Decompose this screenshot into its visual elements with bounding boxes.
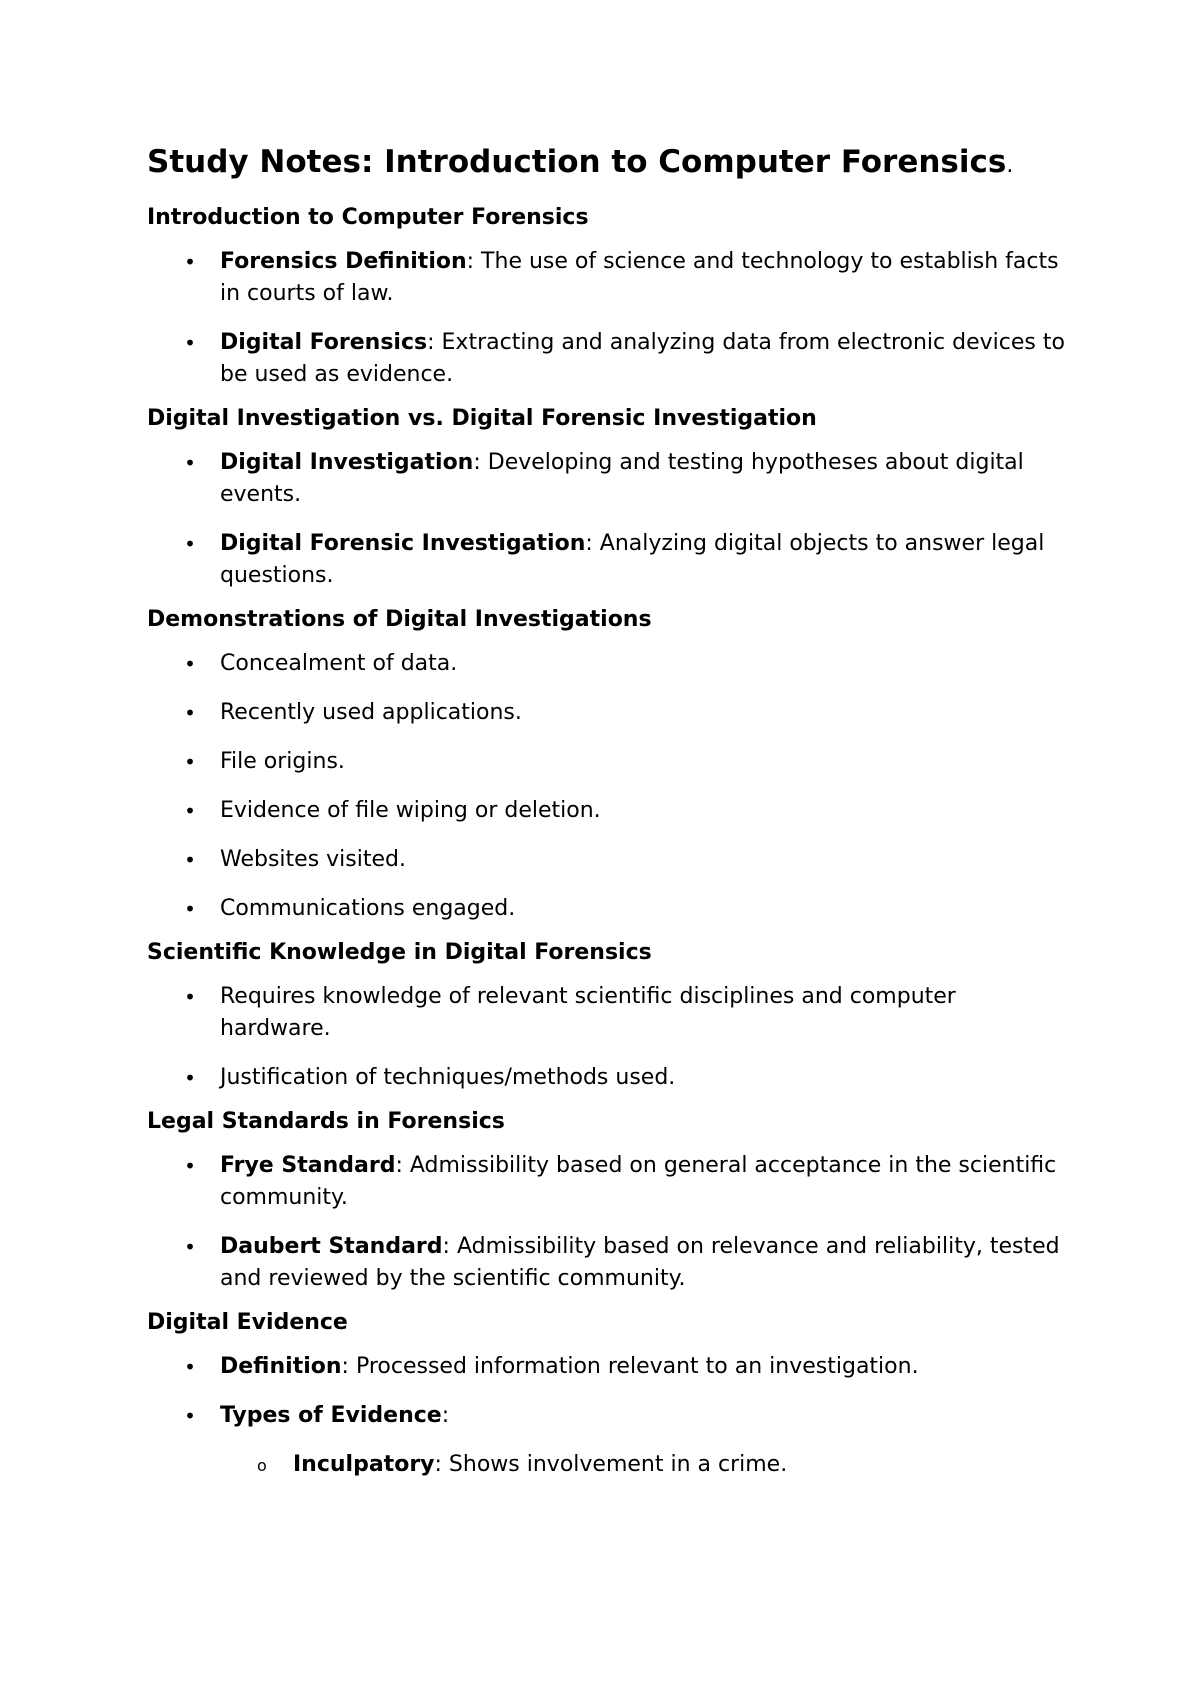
list-item [147, 1231, 1067, 1295]
item-term: Forensics Definition [220, 249, 467, 274]
sub-bullet-list [220, 1449, 1067, 1481]
bullet-icon: • [184, 331, 196, 355]
list-item [147, 844, 1067, 876]
item-term: Digital Forensic Investigation [220, 531, 586, 556]
bullet-list [147, 246, 1067, 391]
bullet-list [147, 1351, 1067, 1481]
item-term: Frye Standard [220, 1153, 396, 1178]
bullet-icon: • [184, 451, 196, 475]
bullet-icon: • [184, 652, 196, 676]
item-text: Websites visited. [220, 847, 406, 872]
bullet-icon: • [184, 1066, 196, 1090]
list-item [147, 648, 1067, 680]
item-text: Processed information relevant to an investigation. [348, 1354, 919, 1379]
bullet-icon: • [184, 1404, 196, 1428]
document-title-text: Study Notes: Introduction to Computer Forensics [147, 144, 1007, 180]
document-title-period: . [1006, 153, 1014, 178]
section-heading: Demonstrations of Digital Investigations [147, 607, 652, 632]
bullet-icon: • [184, 848, 196, 872]
list-item [147, 1351, 1067, 1383]
bullet-icon: • [184, 1154, 196, 1178]
bullet-icon: • [184, 1355, 196, 1379]
sub-bullet-icon: o [257, 1456, 267, 1475]
bullet-icon: • [184, 532, 196, 556]
item-text: Admissibility based on relevance and reliability, tested and reviewed by the scientific community. [220, 1234, 1060, 1291]
section-heading: Digital Investigation vs. Digital Forensic Investigation [147, 406, 817, 431]
bullet-list [147, 1150, 1067, 1295]
bullet-list [147, 447, 1067, 592]
list-item [147, 528, 1067, 592]
item-term: Digital Forensics [220, 330, 428, 355]
item-separator: : [442, 1234, 450, 1259]
document-page [147, 140, 1067, 1493]
item-text: Justification of techniques/methods used. [220, 1065, 676, 1090]
bullet-icon: • [184, 1235, 196, 1259]
item-text: Communications engaged. [220, 896, 516, 921]
item-text: Concealment of data. [220, 651, 458, 676]
item-text: The use of science and technology to establish facts in courts of law. [220, 249, 1059, 306]
item-term: Definition [220, 1354, 342, 1379]
item-separator: : [585, 531, 593, 556]
item-text: Admissibility based on general acceptance in the scientific community. [220, 1153, 1057, 1210]
list-item [147, 795, 1067, 827]
item-text: Shows involvement in a crime. [441, 1452, 788, 1477]
list-item [147, 327, 1067, 391]
list-item [147, 1062, 1067, 1094]
section-heading: Digital Evidence [147, 1310, 348, 1335]
item-text: Extracting and analyzing data from electronic devices to be used as evidence. [220, 330, 1065, 387]
item-separator: : [434, 1452, 442, 1477]
item-text: Developing and testing hypotheses about digital events. [220, 450, 1024, 507]
list-item [147, 697, 1067, 729]
item-separator: : [441, 1403, 450, 1428]
bullet-icon: • [184, 250, 196, 274]
bullet-icon: • [184, 897, 196, 921]
sub-list-item [220, 1449, 1067, 1481]
bullet-icon: • [184, 750, 196, 774]
item-term: Daubert Standard [220, 1234, 443, 1259]
bullet-icon: • [184, 701, 196, 725]
list-item [147, 1400, 1067, 1481]
list-item [147, 981, 1067, 1045]
item-term: Inculpatory [293, 1452, 435, 1477]
bullet-list [147, 981, 1067, 1094]
item-separator: : [466, 249, 475, 274]
bullet-icon: • [184, 985, 196, 1009]
document-title [147, 140, 1067, 188]
bullet-list [147, 648, 1067, 925]
list-item [147, 1150, 1067, 1214]
list-item [147, 893, 1067, 925]
item-separator: : [427, 330, 435, 355]
item-term: Types of Evidence [220, 1403, 442, 1428]
list-item [147, 746, 1067, 778]
item-separator: : [473, 450, 481, 475]
item-separator: : [341, 1354, 349, 1379]
section-heading: Scientific Knowledge in Digital Forensics [147, 940, 652, 965]
list-item [147, 246, 1067, 310]
item-text: Requires knowledge of relevant scientific disciplines and computer hardware. [220, 984, 956, 1041]
section-heading: Legal Standards in Forensics [147, 1109, 505, 1134]
item-text: File origins. [220, 749, 345, 774]
item-text: Recently used applications. [220, 700, 522, 725]
item-text: Evidence of file wiping or deletion. [220, 798, 601, 823]
list-item [147, 447, 1067, 511]
document-body [147, 202, 1067, 1481]
section-heading: Introduction to Computer Forensics [147, 205, 589, 230]
item-text: Analyzing digital objects to answer legal questions. [220, 531, 1045, 588]
item-separator: : [395, 1153, 403, 1178]
item-term: Digital Investigation [220, 450, 474, 475]
bullet-icon: • [184, 799, 196, 823]
